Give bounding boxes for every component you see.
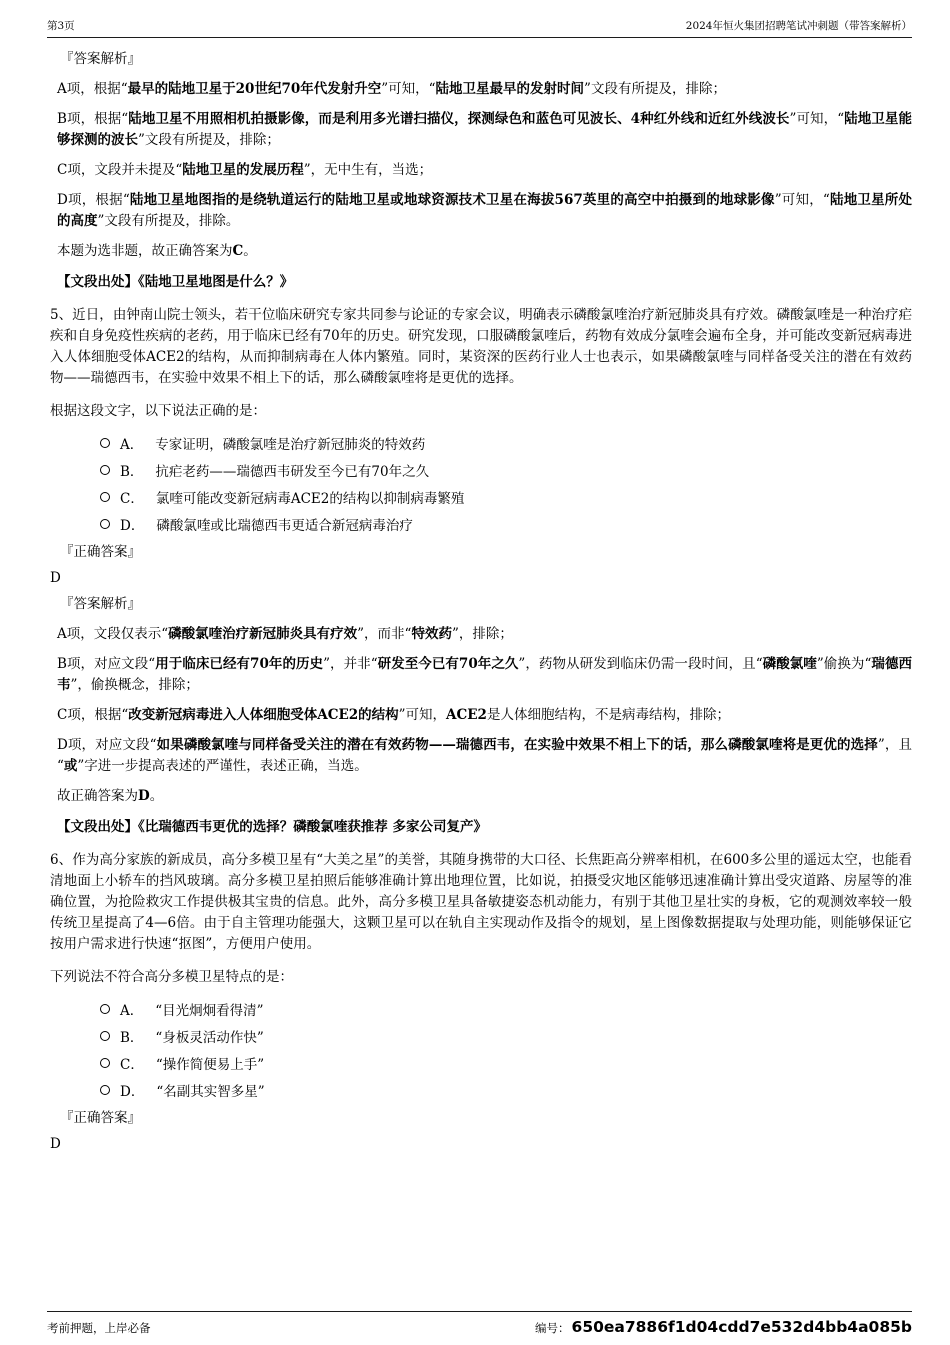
answer-analysis-label: 『答案解析』 bbox=[60, 596, 141, 612]
option-row bbox=[100, 432, 912, 453]
emphasis-text: 陆地卫星的发展历程 bbox=[182, 162, 304, 178]
emphasis-text: 陆地卫星能够探测的波长 bbox=[57, 111, 912, 148]
option-row bbox=[100, 486, 912, 507]
option-row bbox=[100, 459, 912, 480]
conclusion-line: 本题为选非题，故正确答案为C。 bbox=[57, 243, 257, 259]
option-row bbox=[100, 1079, 912, 1100]
option-letter: A． bbox=[120, 436, 144, 453]
radio-circle-icon bbox=[100, 1004, 110, 1014]
emphasis-text: D bbox=[138, 788, 150, 804]
option-row bbox=[100, 1052, 912, 1073]
emphasis-text: 用于临床已经有70年的历史 bbox=[155, 656, 324, 672]
option-row bbox=[100, 513, 912, 534]
correct-answer-label: 『正确答案』 bbox=[60, 1110, 141, 1126]
radio-circle-icon bbox=[100, 465, 110, 475]
option-row bbox=[100, 1025, 912, 1046]
option-text: 氯喹可能改变新冠病毒ACE2的结构以抑制病毒繁殖 bbox=[155, 490, 465, 507]
radio-circle-icon bbox=[100, 438, 110, 448]
option-letter: B． bbox=[120, 463, 144, 480]
option-text: “身板灵活动作快” bbox=[155, 1029, 264, 1046]
serial-code: 650ea7886f1d04cdd7e532d4bb4a085b bbox=[571, 1318, 912, 1336]
passage-source: 【文段出处】《比瑞德西韦更优的选择？磷酸氯喹获推荐 多家公司复产》 bbox=[57, 819, 487, 835]
conclusion-line: 故正确答案为D。 bbox=[57, 788, 164, 804]
emphasis-text: 如果磷酸氯喹与同样备受关注的潜在有效药物——瑞德西韦，在实验中效果不相上下的话，那么磷酸氯喹将是更优的选择 bbox=[156, 737, 878, 753]
option-text: “目光炯炯看得清” bbox=[155, 1002, 264, 1019]
emphasis-text: C bbox=[232, 243, 244, 259]
answer-analysis-label: 『答案解析』 bbox=[60, 51, 141, 67]
passage-source: 【文段出处】《陆地卫星地图是什么？》 bbox=[57, 274, 294, 290]
emphasis-text: 陆地卫星最早的发射时间 bbox=[435, 81, 585, 97]
question-6-passage: 6、作为高分家族的新成员，高分多模卫星有“大美之星”的美誉，其随身携带的大口径、长焦距高分辨率相机，在600多公里的遥远太空，也能看清地面上小轿车的挡风玻璃。高分多模卫星拍照后能够准确计算出地理位置，比如说，拍摄受灾地区能够迅速准确计算出受灾道路、房屋等的准确位置，为抢险救灾工作提供极其宝贵的信息。此外，高分多模卫星具备敏捷姿态机动能力，有别于其他卫星壮实的身板，它的观测效率较一般传统卫星提高了4—6倍。由于自主管理功能强大，这颗卫星可以在轨自主实现动作及指令的规划，星上图像数据提取与处理功能，则能够保证它按用户需求进行快速“抠图”，方便用户使用。 bbox=[50, 852, 912, 952]
emphasis-text: ACE2 bbox=[446, 707, 487, 723]
radio-circle-icon bbox=[100, 492, 110, 502]
emphasis-text: 陆地卫星所处的高度 bbox=[57, 192, 912, 229]
page-footer bbox=[47, 1311, 912, 1336]
option-text: “名副其实智多星” bbox=[156, 1083, 265, 1100]
analysis-item-b: B项，对应文段“用于临床已经有70年的历史”，并非“研发至今已有70年之久”，药物从研发到临床仍需一段时间，且“磷酸氯喹”偷换为“瑞德西韦”，偷换概念，排除； bbox=[57, 656, 913, 693]
emphasis-text: 或 bbox=[63, 758, 78, 774]
footer-slogan: 考前押题，上岸必备 bbox=[47, 1321, 151, 1335]
correct-answer-value: D bbox=[50, 570, 61, 586]
option-letter: A． bbox=[120, 1002, 144, 1019]
radio-circle-icon bbox=[100, 519, 110, 529]
analysis-item-b: B项，根据“陆地卫星不用照相机拍摄影像，而是利用多光谱扫描仪，探测绿色和蓝色可见波长、4种红外线和近红外线波长”可知，“陆地卫星能够探测的波长”文段有所提及，排除； bbox=[57, 111, 912, 148]
serial-number bbox=[535, 1318, 912, 1336]
serial-label: 编号： bbox=[535, 1321, 570, 1335]
radio-circle-icon bbox=[100, 1031, 110, 1041]
correct-answer-label: 『正确答案』 bbox=[60, 544, 141, 560]
option-letter: D． bbox=[120, 517, 145, 534]
emphasis-text: 陆地卫星地图指的是绕轨道运行的陆地卫星或地球资源技术卫星在海拔567英里的高空中拍摄到的地球影像 bbox=[129, 192, 775, 208]
question-5-stem: 根据这段文字，以下说法正确的是： bbox=[50, 403, 266, 419]
question-6-stem: 下列说法不符合高分多模卫星特点的是： bbox=[50, 969, 293, 985]
radio-circle-icon bbox=[100, 1058, 110, 1068]
question-6-options bbox=[100, 998, 912, 1100]
option-text: 磷酸氯喹或比瑞德西韦更适合新冠病毒治疗 bbox=[156, 517, 413, 534]
emphasis-text: 最早的陆地卫星于20世纪70年代发射升空 bbox=[127, 81, 382, 97]
option-row bbox=[100, 998, 912, 1019]
option-letter: C． bbox=[120, 490, 144, 507]
emphasis-text: 陆地卫星不用照相机拍摄影像，而是利用多光谱扫描仪，探测绿色和蓝色可见波长、4种红外线和近红外线波长 bbox=[128, 111, 790, 127]
analysis-item-d: D项，根据“陆地卫星地图指的是绕轨道运行的陆地卫星或地球资源技术卫星在海拔567英里的高空中拍摄到的地球影像”可知，“陆地卫星所处的高度”文段有所提及，排除。 bbox=[57, 192, 912, 229]
emphasis-text: 磷酸氯喹治疗新冠肺炎具有疗效 bbox=[168, 626, 358, 642]
document-blocks bbox=[48, 44, 912, 1157]
option-letter: D． bbox=[120, 1083, 145, 1100]
question-5-passage: 5、近日，由钟南山院士领头，若干位临床研究专家共同参与论证的专家会议，明确表示磷酸氯喹治疗新冠肺炎具有疗效。磷酸氯喹是一种治疗疟疾和自身免疫性疾病的老药，用于临床已经有70年的历史。研究发现，口服磷酸氯喹后，药物有效成分氯喹会遍布全身，并可能改变新冠病毒进入人体细胞受体ACE2的结构，从而抑制病毒在人体内繁殖。同时，某资深的医药行业人士也表示，如果磷酸氯喹与同样备受关注的潜在有效药物——瑞德西韦，在实验中效果不相上下的话，那么磷酸氯喹将是更优的选择。 bbox=[50, 307, 912, 386]
option-text: “操作简便易上手” bbox=[155, 1056, 265, 1073]
emphasis-text: 瑞德西韦 bbox=[57, 656, 913, 693]
page-header bbox=[47, 11, 912, 38]
option-text: 专家证明，磷酸氯喹是治疗新冠肺炎的特效药 bbox=[155, 436, 426, 453]
analysis-item-a: A项，文段仅表示“磷酸氯喹治疗新冠肺炎具有疗效”，而非“特效药”，排除； bbox=[57, 626, 513, 642]
document-title: 2024年恒火集团招聘笔试冲刺题（带答案解析） bbox=[685, 20, 912, 32]
radio-circle-icon bbox=[100, 1085, 110, 1095]
page-number: 第3页 bbox=[47, 20, 75, 32]
question-5-options bbox=[100, 432, 912, 534]
option-letter: B． bbox=[120, 1029, 144, 1046]
emphasis-text: 改变新冠病毒进入人体细胞受体ACE2的结构 bbox=[128, 707, 399, 723]
analysis-item-a: A项，根据“最早的陆地卫星于20世纪70年代发射升空”可知，“陆地卫星最早的发射时间”文段有所提及，排除； bbox=[57, 81, 726, 97]
emphasis-text: 研发至今已有70年之久 bbox=[377, 656, 519, 672]
correct-answer-value: D bbox=[50, 1136, 61, 1152]
option-text: 抗疟老药——瑞德西韦研发至今已有70年之久 bbox=[155, 463, 430, 480]
emphasis-text: 磷酸氯喹 bbox=[762, 656, 817, 672]
analysis-item-d: D项，对应文段“如果磷酸氯喹与同样备受关注的潜在有效药物——瑞德西韦，在实验中效果不相上下的话，那么磷酸氯喹将是更优的选择”，且“或”字进一步提高表述的严谨性，表述正确，当选。 bbox=[57, 737, 912, 774]
emphasis-text: 特效药 bbox=[411, 626, 452, 642]
option-letter: C． bbox=[120, 1056, 144, 1073]
analysis-item-c: C项，文段并未提及“陆地卫星的发展历程”，无中生有，当选； bbox=[57, 162, 433, 178]
analysis-item-c: C项，根据“改变新冠病毒进入人体细胞受体ACE2的结构”可知，ACE2是人体细胞结构，不是病毒结构，排除； bbox=[57, 707, 730, 723]
